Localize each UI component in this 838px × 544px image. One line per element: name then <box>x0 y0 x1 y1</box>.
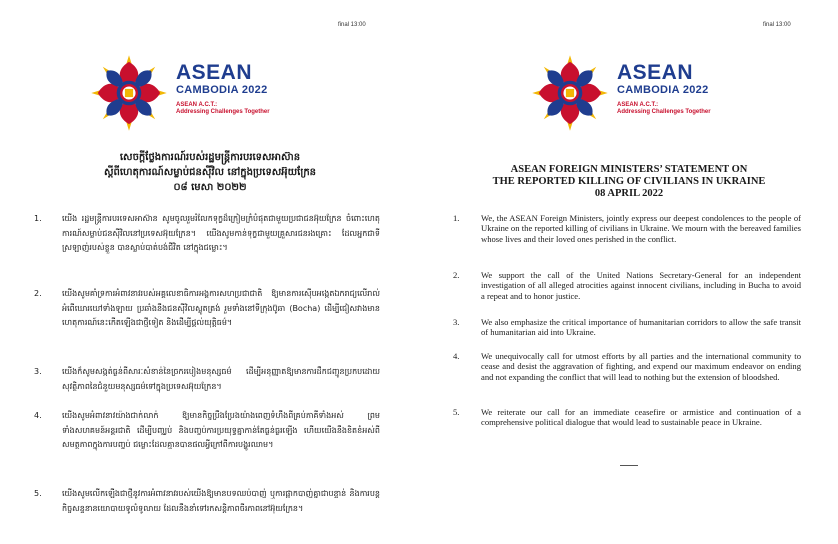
logo-asean-text: ASEAN <box>617 61 694 84</box>
title-line: THE REPORTED KILLING OF CIVILIANS IN UKRAINE <box>492 176 766 187</box>
statement-paragraph <box>453 317 801 338</box>
statement-paragraph <box>453 270 801 301</box>
paragraph-number: 4. <box>453 351 460 361</box>
paragraph-text: យើងសូមអំពាវនាវយ៉ាងជាក់លាក់ ឱ្យមានកិច្ចប្រឹងប្រែងយ៉ាងពេញទំហឹងពីគ្រប់ភាគីទាំងអស់ ព្រមទាំងសហគមន៍អន្តរជាតិ ដើម្បីបញ្ឈប់ និងបញ្ចប់ការប្រយុទ្ធគ្នាកាន់តែធ្ងន់ធ្ងរឡើង ហើយយើងនឹងខិតខំអស់ពីសមត្ថភាពក្នុងការបញ្ចប់ ជម្លោះដែលគ្មានបានផលអ្វីក្រៅពីការបង្ហូរឈាម។ <box>62 411 380 449</box>
paragraph-text: យើង រដ្ឋមន្ត្រីការបរទេសអាស៊ាន សូមចូលរួមរំលែកទុក្ខដ៏ក្រៀមក្រំបំផុតជាមួយប្រជាជនអ៊ុយក្រែន ចំពោះហេតុការណ៍សម្លាប់ជនស៊ីវិលនៅប្រទេសអ៊ុយក្រែន។ យើងសូមកាន់ទុក្ខជាមួយគ្រួសារជនរងគ្រោះ ដែលអ្នកជាទីស្រឡាញ់របស់ខ្លួន បានស្លាប់បាត់បង់ជីវិត នៅក្នុងជម្លោះ។ <box>62 214 380 252</box>
paragraph-text: We support the call of the United Nations Secretary-General for an independent investigation of all alleged atrocities against innocent civilians, including in Bucha to avoid a repeat and to honor justice. <box>481 270 801 301</box>
statement-paragraph <box>34 365 380 394</box>
paragraph-text: We, the ASEAN Foreign Ministers, jointly express our deepest condolences to the people of Ukraine on the reported killing of civilians in Ukraine. We mourn with the bereaved families whose lives and their loved ones perished in the conflict. <box>481 213 801 244</box>
paragraph-number: 5. <box>453 407 460 417</box>
logo-act-text: ASEAN A.C.T.: <box>617 102 659 108</box>
title-line: ស្តីពីហេតុការណ៍សម្លាប់ជនស៊ីវិល នៅក្នុងប្រទេសអ៊ុយក្រែន <box>103 167 317 178</box>
logo-cambodia-text: CAMBODIA 2022 <box>176 84 268 96</box>
paragraph-text: We unequivocally call for utmost efforts by all parties and the international community to cease and desist the aggravation of fighting, and expend our maximum endeavor on ending and not expanding the conflict that will lead to nothing but the extension of bloodshed. <box>481 351 801 382</box>
english-statement-page <box>419 0 838 544</box>
logo-tagline-text: Addressing Challenges Together <box>617 109 711 115</box>
asean-emblem-icon <box>529 52 611 134</box>
statement-paragraph <box>34 287 380 331</box>
paragraph-text: យើងសូមគាំទ្រការអំពាវនាវរបស់អគ្គលេខាធិការអង្គការសហប្រជាជាតិ ឱ្យមានការស៊ើបអង្កេតឯករាជ្យលើរាល់អំពើឃោរឃៅទាំងឡាយ ប្រឆាំងនឹងជនស៊ីវិលស្លូតត្រង់ រួមទាំងនៅទីក្រុងប៊ូឆា (Bocha) ដើម្បីជៀសវាងមានហេតុការណ៍នេះកើតឡើងជាថ្មីទៀត និងដើម្បីផ្តល់យុត្តិធម៌។ <box>62 289 380 327</box>
statement-title <box>40 150 380 195</box>
paragraph-text: We also emphasize the critical importance of humanitarian corridors to allow the safe transit of humanitarian aid into Ukraine. <box>481 317 801 338</box>
title-line: សេចក្តីថ្លែងការណ៍របស់រដ្ឋមន្ត្រីការបរទេសអាស៊ាន <box>119 152 301 163</box>
paragraph-text: យើងក៏សូមសង្កត់ធ្ងន់ពីសារៈសំខាន់នៃច្រករបៀងមនុស្សធម៌ ដើម្បីអនុញ្ញាតឱ្យមានការដឹកជញ្ជូនប្រកបដោយសុវត្ថិភាពនៃជំនួយមនុស្សធម៌ទៅក្នុងប្រទេសអ៊ុយក្រែន។ <box>62 367 380 391</box>
paragraph-number: 3. <box>453 317 460 327</box>
statement-paragraph <box>34 409 380 453</box>
paragraph-text: យើងសូមលើកឡើងជាថ្មីនូវការអំពាវនាវរបស់យើងឱ្យមានបទឈប់បាញ់ ឬការផ្អាកបាញ់គ្នាជាបន្ទាន់ និងការបន្តកិច្ចសន្ទនានយោបាយទូលំទូលាយ ដែលនឹងនាំទៅរកសន្តិភាពចីរភាពនៅអ៊ុយក្រែន។ <box>62 489 380 513</box>
statement-paragraph <box>34 487 380 516</box>
logo-tagline-text: Addressing Challenges Together <box>176 109 270 115</box>
paragraph-number: 3. <box>34 367 42 376</box>
logo-wordmark <box>176 62 270 116</box>
statement-paragraph <box>453 213 801 244</box>
statement-paragraph <box>34 212 380 256</box>
paragraph-number: 1. <box>34 214 42 223</box>
title-date: ០៨ មេសា ២០២២ <box>173 182 247 193</box>
paragraph-number: 5. <box>34 489 42 498</box>
statement-paragraph <box>453 351 801 382</box>
title-date: 08 APRIL 2022 <box>594 188 664 199</box>
paragraph-number: 2. <box>34 289 42 298</box>
paragraph-number: 2. <box>453 270 460 280</box>
paragraph-number: 1. <box>453 213 460 223</box>
asean-emblem-icon <box>88 52 170 134</box>
draft-stamp: final 13:00 <box>763 22 791 28</box>
logo-act-text: ASEAN A.C.T.: <box>176 102 218 108</box>
closing-rule <box>620 465 638 466</box>
statement-title <box>459 164 799 200</box>
draft-stamp: final 13:00 <box>338 22 366 28</box>
logo-cambodia-text: CAMBODIA 2022 <box>617 84 709 96</box>
logo-asean-text: ASEAN <box>176 61 253 84</box>
logo-wordmark <box>617 62 711 116</box>
title-line: ASEAN FOREIGN MINISTERS’ STATEMENT ON <box>510 164 748 175</box>
paragraph-text: We reiterate our call for an immediate ceasefire or armistice and continuation of a comprehensive political dialogue that would lead to sustainable peace in Ukraine. <box>481 407 801 428</box>
statement-paragraph <box>453 407 801 428</box>
paragraph-number: 4. <box>34 411 42 420</box>
